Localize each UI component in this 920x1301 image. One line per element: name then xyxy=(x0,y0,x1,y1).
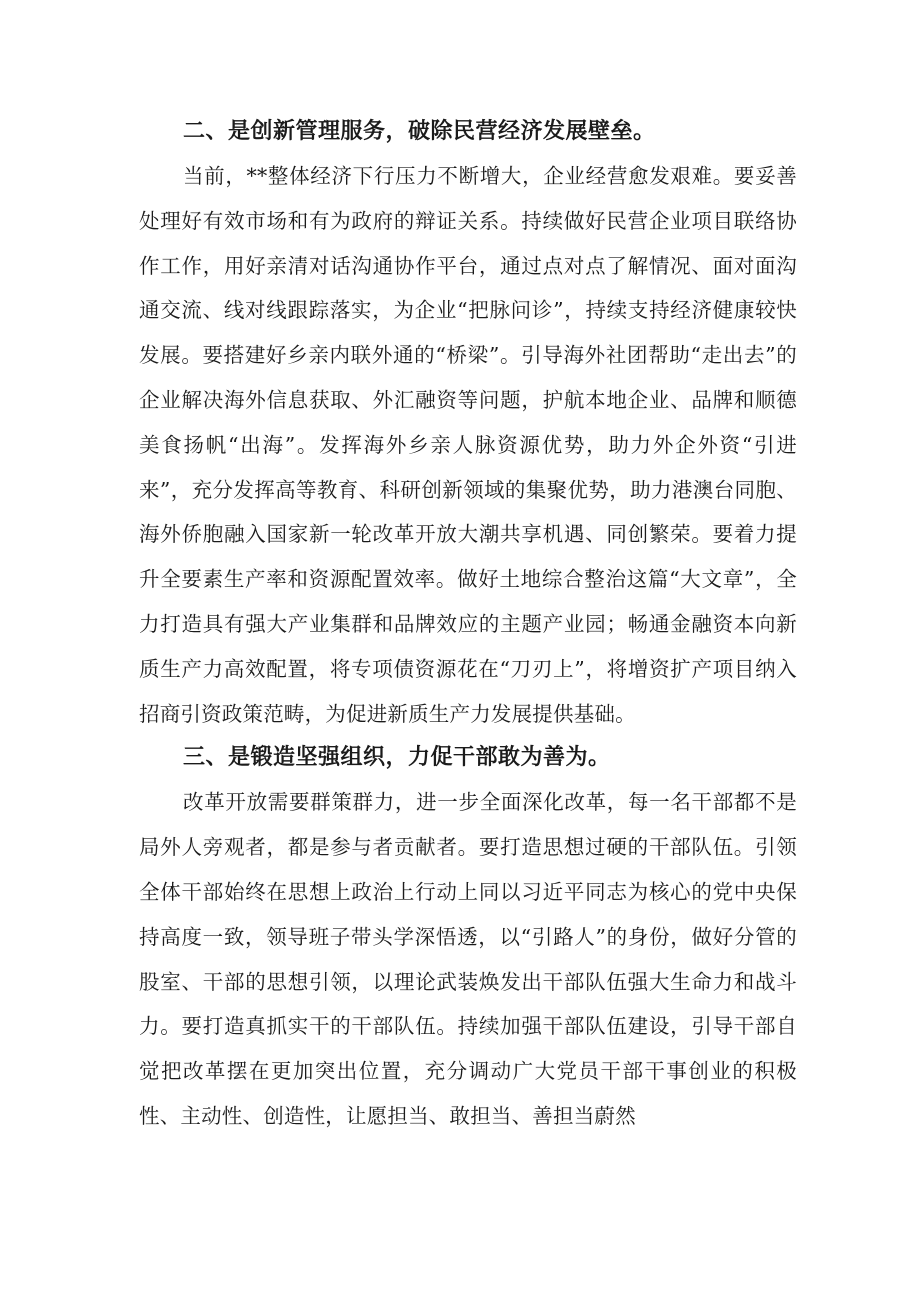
section-paragraph-3: 改革开放需要群策群力，进一步全面深化改革，每一名干部都不是局外人旁观者，都是参与者贡献者。要打造思想过硬的干部队伍。引领全体干部始终在思想上政治上行动上同以习近平同志为核心的党中央保持高度一致，领导班子带头学深悟透，以“引路人”的身份，做好分管的股室、干部的思想引领，以理论武装焕发出干部队伍强大生命力和战斗力。要打造真抓实干的干部队伍。持续加强干部队伍建设，引导干部自觉把改革摆在更加突出位置，充分调动广大党员干部干事创业的积极性、主动性、创造性，让愿担当、敢担当、善担当蔚然 xyxy=(139,790,797,1128)
section-paragraph-2: 当前，**整体经济下行压力不断增大，企业经营愈发艰难。要妥善处理好有效市场和有为政府的辩证关系。持续做好民营企业项目联络协作工作，用好亲清对话沟通协作平台，通过点对点了解情况、面对面沟通交流、线对线跟踪落实，为企业“把脉问诊”，持续支持经济健康较快发展。要搭建好乡亲内联外通的“桥梁”。引导海外社团帮助“走出去”的企业解决海外信息获取、外汇融资等问题，护航本地企业、品牌和顺德美食扬帆“出海”。发挥海外乡亲人脉资源优势，助力外企外资“引进来”，充分发挥高等教育、科研创新领域的集聚优势，助力港澳台同胞、海外侨胞融入国家新一轮改革开放大潮共享机遇、同创繁荣。要着力提升全要素生产率和资源配置效率。做好土地综合整治这篇“大文章”，全力打造具有强大产业集群和品牌效应的主题产业园；畅通金融资本向新质生产力高效配置，将专项债资源花在“刀刃上”，将增资扩产项目纳入招商引资政策范畴，为促进新质生产力发展提供基础。 xyxy=(139,164,797,726)
section-heading-3: 三、是锻造坚强组织，力促干部敢为善为。 xyxy=(183,745,611,771)
section-heading-2: 二、是创新管理服务，破除民营经济发展壁垒。 xyxy=(183,119,656,144)
document-body xyxy=(139,110,797,1139)
